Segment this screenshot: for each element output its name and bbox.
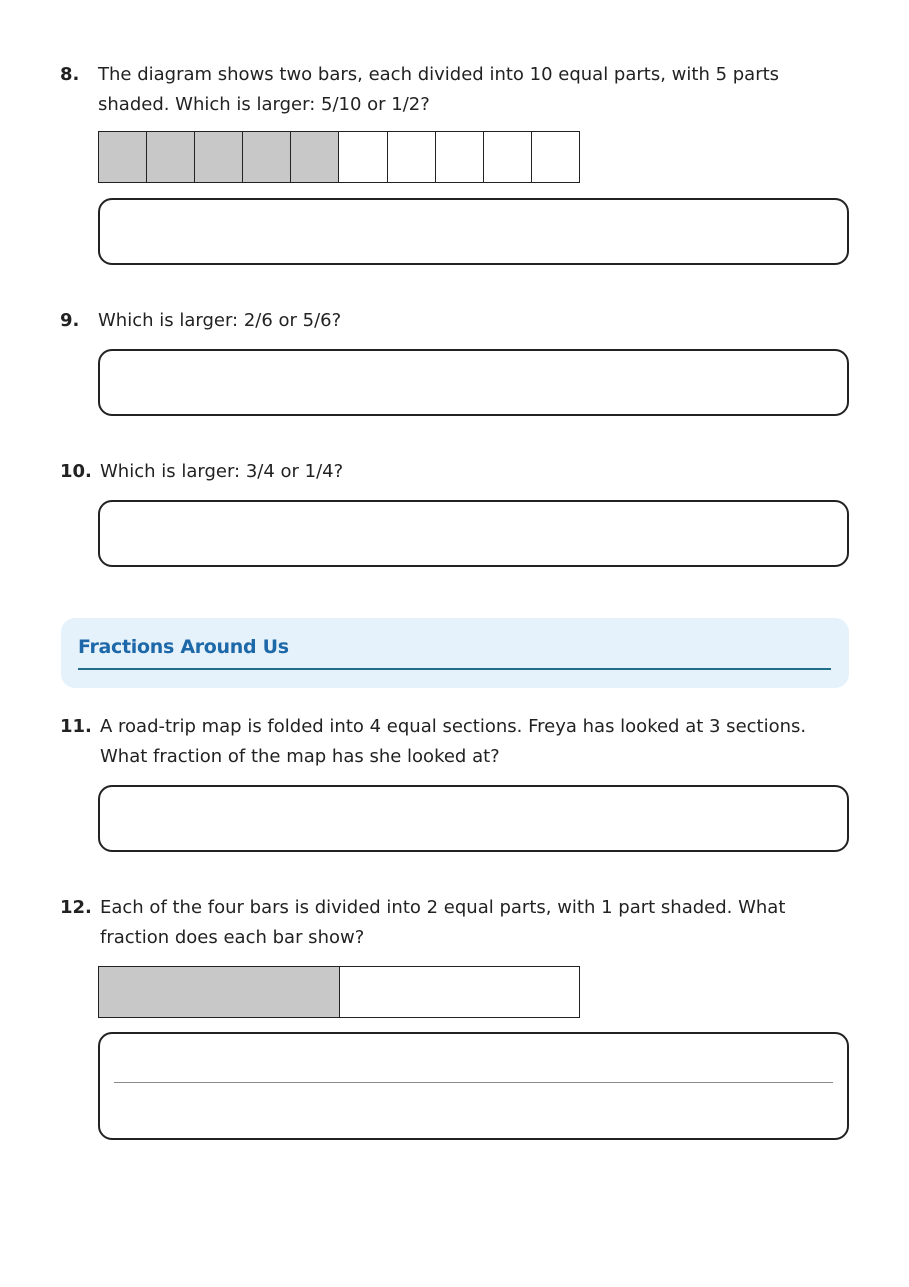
bar-segment-shaded (195, 132, 243, 182)
question-number: 11. (60, 716, 92, 737)
question-number: 8. (60, 64, 80, 85)
bar-segment (388, 132, 436, 182)
answer-box-q12[interactable] (98, 1032, 849, 1140)
answer-line (114, 1082, 833, 1083)
bar-segment-shaded (99, 967, 340, 1017)
bar-segment-shaded (147, 132, 195, 182)
bar-segment-shaded (99, 132, 147, 182)
bar-segment (484, 132, 532, 182)
bar-segment (339, 132, 387, 182)
question-number: 10. (60, 461, 92, 482)
question-text: Which is larger: 2/6 or 5/6? (98, 310, 342, 331)
bar-segment (532, 132, 579, 182)
bar-segment (340, 967, 580, 1017)
question-number: 12. (60, 897, 92, 918)
answer-box-q8[interactable] (98, 198, 849, 265)
bar-segment-shaded (291, 132, 339, 182)
bar-segment (436, 132, 484, 182)
question-text: A road-trip map is folded into 4 equal sections. Freya has looked at 3 sections. What fraction of the map has she looked at? (100, 716, 807, 767)
section-divider (78, 668, 831, 670)
fraction-bar-q8 (98, 131, 580, 183)
question-text: Each of the four bars is divided into 2 equal parts, with 1 part shaded. What fraction does each bar show? (100, 897, 786, 948)
question-text: The diagram shows two bars, each divided into 10 equal parts, with 5 parts shaded. Which is larger: 5/10 or 1/2? (98, 64, 780, 115)
bar-segment-shaded (243, 132, 291, 182)
section-title: Fractions Around Us (78, 636, 289, 658)
fraction-bar-q12 (98, 966, 580, 1018)
question-number: 9. (60, 310, 80, 331)
answer-box-q11[interactable] (98, 785, 849, 852)
section-header (61, 618, 849, 688)
answer-box-q10[interactable] (98, 500, 849, 567)
question-text: Which is larger: 3/4 or 1/4? (100, 461, 344, 482)
answer-box-q9[interactable] (98, 349, 849, 416)
